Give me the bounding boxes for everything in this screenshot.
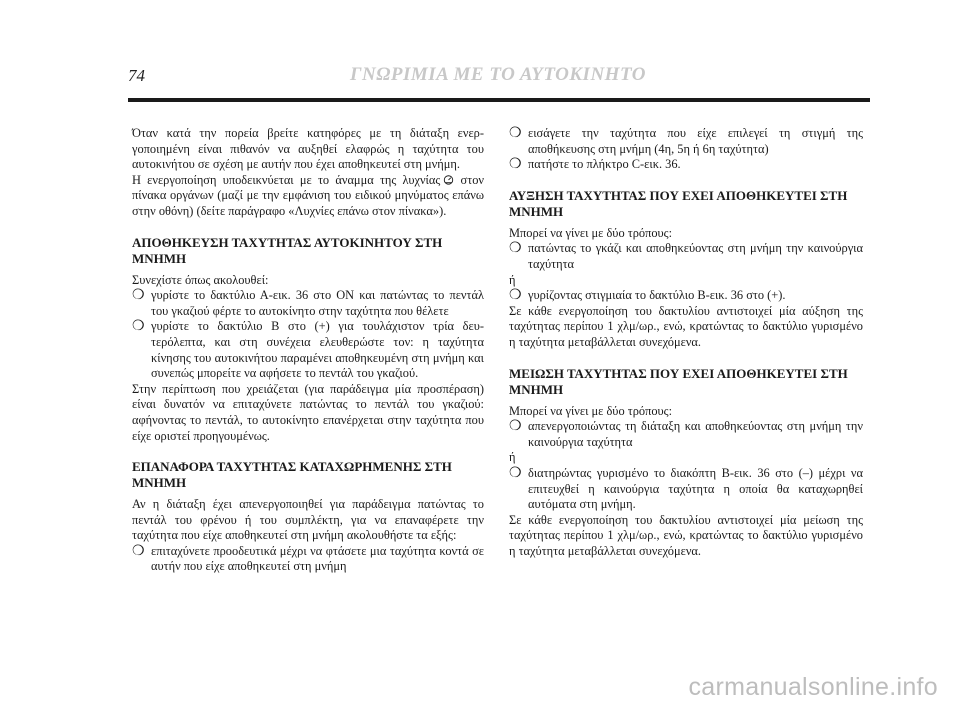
list-item-text: απενεργοποιώντας τη διάταξη και αποθηκεύοντας στη μνήμη την καινούργια ταχύτητα xyxy=(528,419,863,449)
watermark: carmanualsonline.info xyxy=(688,673,938,701)
heading-restore-speed: ΕΠΑΝΑΦΟΡΑ ΤΑΧΥΤΗΤΑΣ ΚΑΤΑΧΩΡΗΜΕΝΗΣ ΣΤΗ ΜΝΗΜΗ xyxy=(132,459,452,491)
page-number: 74 xyxy=(128,66,145,85)
intro-paragraph: Όταν κατά την πορεία βρείτε κατηφόρες με τη διάταξη ενεργοποιημένη είναι πιθανόν να αυξηθεί ελαφρώς η ταχύτητα του αυτοκινήτου σε σχέση με αυτήν που έχει αποθηκευτεί στη μνήμη. xyxy=(132,126,484,172)
list-item-text: διατηρώντας γυρισμένο το διακόπτη B-εικ. 36 στο (–) μέχρι να επιτευχθεί η καινούργια ταχύτητα η οποία θα καταχωρηθεί αυτόματα στη μνήμη. xyxy=(528,465,863,512)
increase-speed-lead: Μπορεί να γίνει με δύο τρόπους: xyxy=(509,225,673,240)
list-item-text: πατήστε το πλήκτρο C-εικ. 36. xyxy=(528,157,681,172)
or-separator: ή xyxy=(509,272,516,287)
list-item xyxy=(132,544,484,575)
bullet-icon: ❍ xyxy=(132,319,145,335)
overtake-paragraph: Στην περίπτωση που χρειάζεται (για παράδειγμα μία προσπέραση) είναι δυνατόν να επιταχύνετε πατώντας το πεντάλ του γκαζιού: αφήνοντας το πεντάλ, το αυτοκίνητο επανέρχεται στην ταχύτητα που είχε οριστεί προηγουμένως. xyxy=(132,381,484,443)
bullet-icon: ❍ xyxy=(509,241,522,257)
store-speed-lead: Συνεχίστε όπως ακολουθεί: xyxy=(132,272,269,287)
bullet-icon: ❍ xyxy=(132,543,145,559)
heading-increase-speed: ΑΥΞΗΣΗ ΤΑΧΥΤΗΤΑΣ ΠΟΥ ΕΧΕΙ ΑΠΟΘΗΚΕΥΤΕΙ ΣΤΗ ΜΝΗΜΗ xyxy=(509,187,848,219)
header-rule xyxy=(128,98,870,102)
list-item xyxy=(509,157,863,173)
bullet-icon: ❍ xyxy=(509,419,522,435)
restore-speed-paragraph: Αν η διάταξη έχει απενεργοποιηθεί για παράδειγμα πατώντας το πεντάλ του φρένου ή του συμπλέκτη, για να επαναφέρετε την ταχύτητα που είχε αποθηκευτεί στη μνήμη ακολουθήστε τα εξής: xyxy=(132,497,484,543)
list-item-text: γυρίστε το δακτύλιο Α-εικ. 36 στο ON και πατώντας το πεντάλ του γκαζιού φέρτε το αυτοκίνητο στην ταχύτητα που θέλετε xyxy=(151,288,484,318)
bullet-icon: ❍ xyxy=(509,288,522,304)
list-item-text: γυρίζοντας στιγμιαία το δακτύλιο B-εικ. 36 στο (+). xyxy=(528,288,786,303)
running-title: ΓΝΩΡΙΜΙΑ ΜΕ ΤΟ ΑΥΤΟΚΙΝΗΤΟ xyxy=(350,64,646,85)
list-item-text: εισάγετε την ταχύτητα που είχε επιλεγεί τη στιγμή της αποθήκευσης στη μνήμη (4η, 5η ή 6η ταχύτητα) xyxy=(528,126,863,156)
list-item xyxy=(509,419,863,450)
heading-decrease-speed: ΜΕΙΩΣΗ ΤΑΧΥΤΗΤΑΣ ΠΟΥ ΕΧΕΙ ΑΠΟΘΗΚΕΥΤΕΙ ΣΤΗ ΜΝΗΜΗ xyxy=(509,365,848,397)
list-item xyxy=(509,126,863,157)
list-item xyxy=(132,288,484,319)
increase-speed-paragraph: Σε κάθε ενεργοποίηση του δακτυλίου αντιστοιχεί μία αύξηση της ταχύτητας περίπου 1 χλμ/ωρ., ενώ, κρατώντας το δακτύλιο γυρισμένο η ταχύτητα μεταβάλλεται συνεχόμενα. xyxy=(509,303,863,349)
left-column xyxy=(132,126,484,575)
list-item xyxy=(509,288,863,304)
bullet-icon: ❍ xyxy=(509,465,522,481)
list-item xyxy=(509,466,863,513)
indicator-text-cont: στον πίνακα οργάνων (μαζί με την εμφάνιση του ειδικού μηνύματος επάνω στην οθόνη) (δείτε παράγραφο «Λυχνίες επάνω στον πίνακα»). xyxy=(132,172,484,218)
bullet-icon: ❍ xyxy=(509,157,522,173)
cruise-control-indicator-icon xyxy=(443,174,454,185)
or-separator: ή xyxy=(509,450,516,465)
list-item-text: γυρίστε το δακτύλιο B στο (+) για τουλάχιστον τρία δευτερόλεπτα, και στη συνέχεια ελευθερώστε τον: η ταχύτητα κίνησης του αυτοκινήτου παραμένει αποθηκευμένη στη μνήμη και συνεπώς μπορείτε να αφήσετε το πεντάλ του γκαζιού. xyxy=(151,319,484,381)
list-item-text: επιταχύνετε προοδευτικά μέχρι να φτάσετε μια ταχύτητα κοντά σε αυτήν που είχε αποθηκευτεί στη μνήμη xyxy=(151,543,484,574)
bullet-icon: ❍ xyxy=(509,126,522,141)
list-item-text: πατώντας το γκάζι και αποθηκεύοντας στη μνήμη την καινούργια ταχύτητα xyxy=(528,241,863,271)
heading-store-speed: ΑΠΟΘΗΚΕΥΣΗ ΤΑΧΥΤΗΤΑΣ ΑΥΤΟΚΙΝΗΤΟΥ ΣΤΗ ΜΝΗΜΗ xyxy=(132,234,443,266)
indicator-paragraph xyxy=(132,173,484,220)
right-column xyxy=(509,126,863,559)
decrease-speed-lead: Μπορεί να γίνει με δύο τρόπους: xyxy=(509,403,673,418)
decrease-speed-paragraph: Σε κάθε ενεργοποίηση του δακτυλίου αντιστοιχεί μία μείωση της ταχύτητας περίπου 1 χλμ/ωρ., ενώ, κρατώντας το δακτύλιο γυρισμένο η ταχύτητα μεταβάλλεται συνεχόμενα. xyxy=(509,512,863,558)
list-item xyxy=(509,241,863,272)
indicator-text: Η ενεργοποίηση υποδεικνύεται με το άναμμα της λυχνίας xyxy=(132,172,441,187)
list-item xyxy=(132,319,484,381)
bullet-icon: ❍ xyxy=(132,288,145,304)
